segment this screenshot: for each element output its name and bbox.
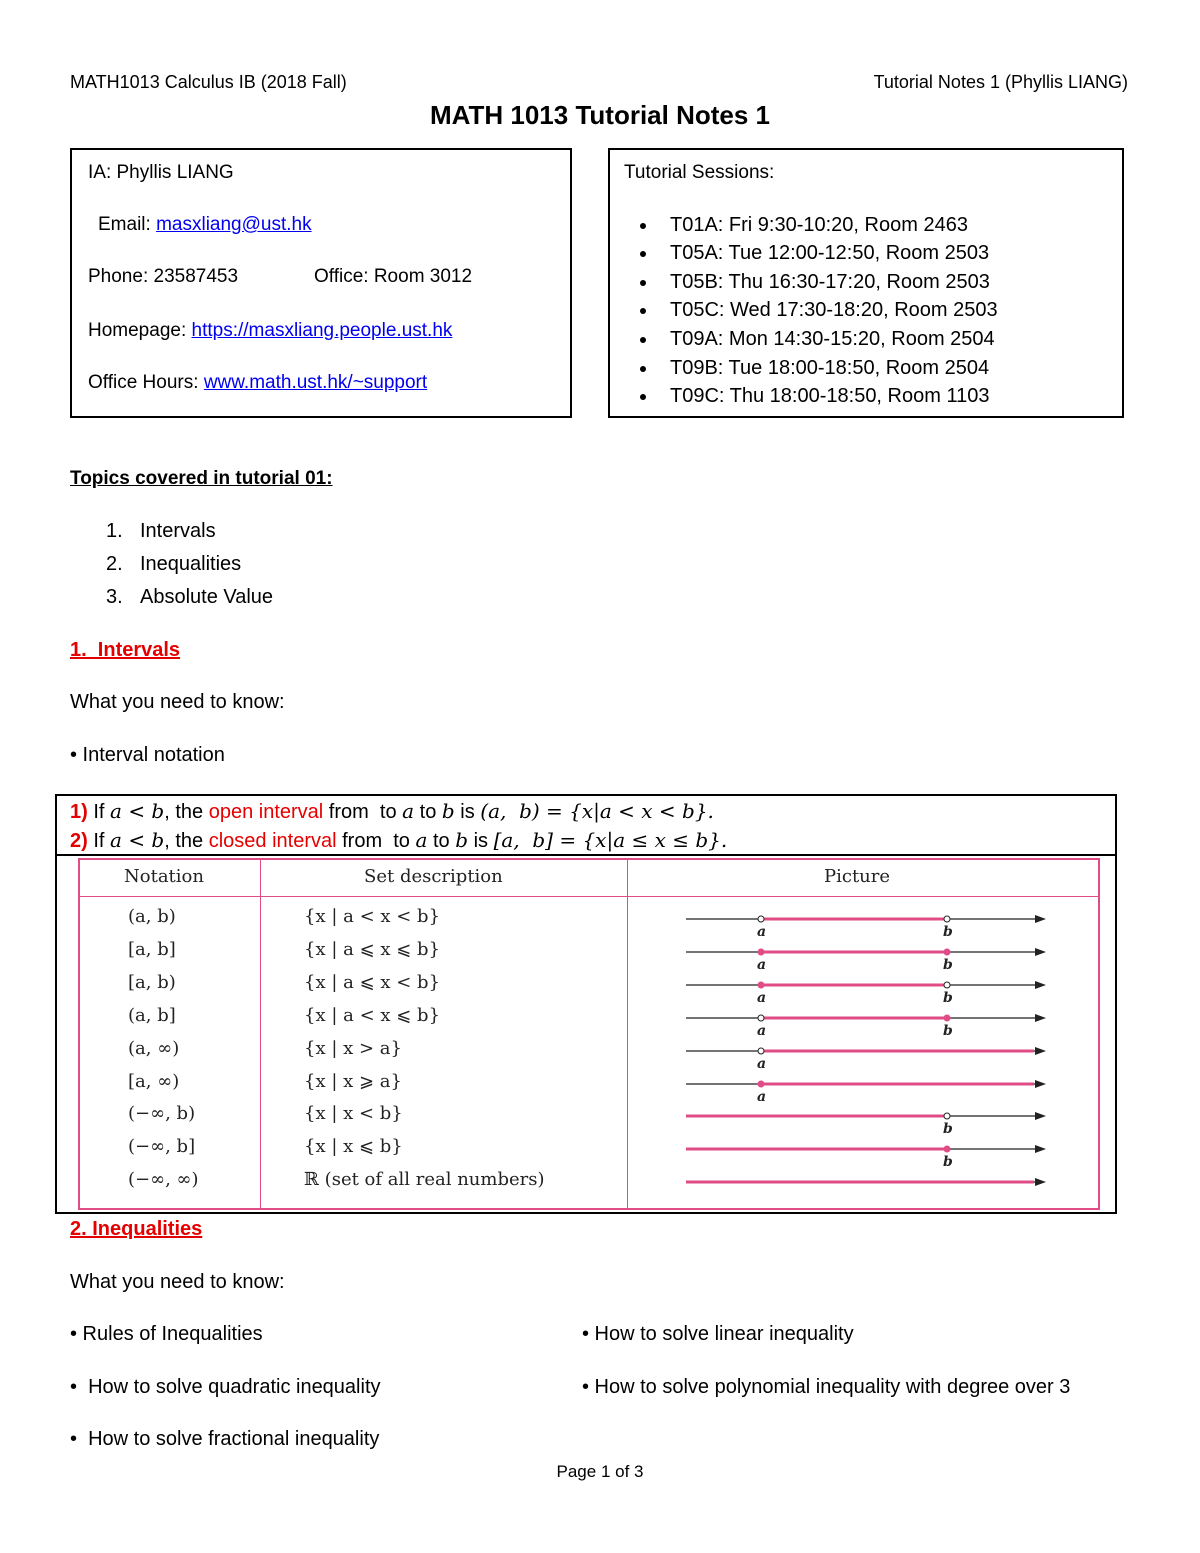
number-line-picture bbox=[676, 974, 1056, 1004]
interval-notation: (−∞, b] bbox=[128, 1136, 196, 1158]
closed-endpoint bbox=[944, 1015, 950, 1021]
ia-name: IA: Phyllis LIANG bbox=[88, 162, 234, 183]
endpoint-label: b bbox=[943, 989, 953, 1004]
bullet-icon bbox=[640, 337, 646, 343]
endpoint-label: b bbox=[943, 1154, 953, 1169]
interval-notation: (a, ∞) bbox=[128, 1037, 180, 1059]
bullet-rules: • Rules of Inequalities bbox=[70, 1323, 263, 1345]
open-interval-term: open interval bbox=[208, 801, 324, 823]
interval-set-description: {x | x ⩾ a} bbox=[304, 1070, 402, 1092]
bullet-fractional: • How to solve fractional inequality bbox=[70, 1428, 380, 1450]
homepage-link[interactable]: https://masxliang.people.ust.hk bbox=[191, 320, 453, 341]
email-row bbox=[98, 214, 312, 236]
bullet-icon bbox=[640, 280, 646, 286]
number-line-picture bbox=[676, 1073, 1056, 1103]
topic-number: 2. bbox=[106, 553, 123, 575]
bullet-polynomial: • How to solve polynomial inequality with degree over 3 bbox=[582, 1376, 1071, 1398]
office: Office: Room 3012 bbox=[314, 266, 473, 287]
open-endpoint bbox=[758, 1048, 764, 1054]
email-label: Email: bbox=[98, 214, 157, 235]
open-endpoint bbox=[944, 1113, 950, 1119]
topics-heading: Topics covered in tutorial 01: bbox=[70, 468, 333, 489]
session-item: T05B: Thu 16:30-17:20, Room 2503 bbox=[640, 271, 990, 294]
endpoint-label: b bbox=[943, 1121, 953, 1136]
open-endpoint bbox=[944, 916, 950, 922]
endpoint-label: b bbox=[943, 956, 953, 971]
column-header-set: Set description bbox=[364, 866, 503, 887]
interval-notation: [a, b) bbox=[128, 971, 176, 993]
interval-set-description: {x | a < x < b} bbox=[304, 906, 441, 927]
closed-endpoint bbox=[944, 1146, 950, 1152]
interval-set-description: {x | a ⩽ x ⩽ b} bbox=[304, 938, 441, 960]
page-title: MATH 1013 Tutorial Notes 1 bbox=[430, 100, 770, 130]
page-number: Page 1 of 3 bbox=[556, 1462, 644, 1481]
arrow-right-icon bbox=[1035, 915, 1046, 923]
topic-item: Intervals bbox=[140, 520, 216, 542]
column-header-picture: Picture bbox=[824, 866, 891, 887]
number-line-picture bbox=[676, 1007, 1056, 1037]
number-line-picture bbox=[676, 1138, 1056, 1168]
number-line-picture bbox=[676, 1040, 1056, 1070]
arrow-right-icon bbox=[1035, 981, 1046, 989]
bullet-icon bbox=[640, 308, 646, 314]
session-item: T09A: Mon 14:30-15:20, Room 2504 bbox=[640, 328, 995, 351]
endpoint-label: a bbox=[757, 1022, 767, 1037]
interval-notation: (a, b] bbox=[128, 1004, 176, 1026]
closed-endpoint bbox=[944, 949, 950, 955]
phone: Phone: 23587453 bbox=[88, 266, 239, 287]
office-hours-row bbox=[88, 372, 427, 394]
session-item: T05A: Tue 12:00-12:50, Room 2503 bbox=[640, 242, 989, 265]
header-notes: Tutorial Notes 1 (Phyllis LIANG) bbox=[873, 72, 1128, 92]
header-course: MATH1013 Calculus IB (2018 Fall) bbox=[70, 72, 347, 92]
column-header-notation: Notation bbox=[124, 866, 204, 887]
section-heading-intervals: 1. Intervals bbox=[70, 639, 181, 661]
topic-item: Inequalities bbox=[140, 553, 242, 575]
topic-number: 1. bbox=[106, 520, 123, 542]
topic-item: Absolute Value bbox=[140, 586, 274, 608]
homepage-label: Homepage: bbox=[88, 320, 192, 341]
interval-set-description: {x | x > a} bbox=[304, 1037, 402, 1059]
table-header-divider bbox=[80, 896, 1098, 897]
closed-endpoint bbox=[758, 1081, 764, 1087]
open-endpoint bbox=[758, 1015, 764, 1021]
section-heading-inequalities: 2. Inequalities bbox=[70, 1218, 203, 1240]
interval-notation: (−∞, ∞) bbox=[128, 1169, 199, 1191]
number-line-picture bbox=[676, 1171, 1056, 1201]
interval-notation: [a, ∞) bbox=[128, 1070, 180, 1092]
section-know: What you need to know: bbox=[70, 1271, 285, 1293]
closed-interval-term: closed interval bbox=[208, 830, 337, 852]
interval-set-description: {x | a ⩽ x < b} bbox=[304, 971, 441, 993]
arrow-right-icon bbox=[1035, 948, 1046, 956]
arrow-right-icon bbox=[1035, 1080, 1046, 1088]
interval-set-description: ℝ (set of all real numbers) bbox=[304, 1169, 545, 1191]
bullet-interval-notation: • Interval notation bbox=[70, 744, 225, 766]
bullet-icon bbox=[640, 223, 646, 229]
arrow-right-icon bbox=[1035, 1047, 1046, 1055]
number-line-picture bbox=[676, 908, 1056, 938]
section-know: What you need to know: bbox=[70, 691, 285, 713]
ia-info-box bbox=[70, 148, 572, 418]
arrow-right-icon bbox=[1035, 1112, 1046, 1120]
bullet-linear: • How to solve linear inequality bbox=[582, 1323, 854, 1345]
closed-endpoint bbox=[758, 982, 764, 988]
number-line-picture bbox=[676, 1105, 1056, 1135]
session-item: T01A: Fri 9:30-10:20, Room 2463 bbox=[640, 214, 968, 237]
endpoint-label: a bbox=[757, 1055, 767, 1070]
arrow-right-icon bbox=[1035, 1014, 1046, 1022]
open-endpoint bbox=[944, 982, 950, 988]
interval-set-description: {x | x ⩽ b} bbox=[304, 1136, 403, 1158]
closed-interval-definition: 2) If a < b, the closed interval from to a to b is [a, b] = {x|a ≤ x ≤ b}. bbox=[70, 828, 728, 852]
open-endpoint bbox=[758, 916, 764, 922]
open-interval-definition: 1) If a < b, the open interval from to a to b is (a, b) = {x|a < x < b}. bbox=[70, 799, 714, 823]
endpoint-label: b bbox=[943, 924, 953, 938]
interval-set-description: {x | a < x ⩽ b} bbox=[304, 1004, 441, 1026]
table-column-divider bbox=[260, 860, 261, 1208]
endpoint-label: a bbox=[757, 989, 767, 1004]
topic-number: 3. bbox=[106, 586, 123, 608]
session-item: T09B: Tue 18:00-18:50, Room 2504 bbox=[640, 357, 989, 380]
endpoint-label: a bbox=[757, 956, 767, 971]
bullet-quadratic: • How to solve quadratic inequality bbox=[70, 1376, 381, 1398]
bullet-icon bbox=[640, 251, 646, 257]
table-column-divider bbox=[627, 860, 628, 1208]
endpoint-label: a bbox=[757, 1088, 767, 1103]
homepage-row bbox=[88, 320, 452, 342]
definition-divider bbox=[57, 854, 1115, 856]
endpoint-label: a bbox=[757, 924, 767, 938]
endpoint-label: b bbox=[943, 1022, 953, 1037]
interval-set-description: {x | x < b} bbox=[304, 1103, 403, 1125]
office-hours-link[interactable]: www.math.ust.hk/~support bbox=[203, 372, 428, 393]
interval-notation: [a, b] bbox=[128, 938, 176, 960]
bullet-icon bbox=[640, 366, 646, 372]
interval-notation: (−∞, b) bbox=[128, 1103, 196, 1125]
number-line-picture bbox=[676, 941, 1056, 971]
interval-notation: (a, b) bbox=[128, 906, 176, 927]
closed-endpoint bbox=[758, 949, 764, 955]
sessions-heading: Tutorial Sessions: bbox=[624, 162, 775, 183]
session-item: T05C: Wed 17:30-18:20, Room 2503 bbox=[640, 299, 998, 322]
office-hours-label: Office Hours: bbox=[88, 372, 204, 393]
bullet-icon bbox=[640, 394, 646, 400]
email-link[interactable]: masxliang@ust.hk bbox=[156, 214, 312, 235]
session-item: T09C: Thu 18:00-18:50, Room 1103 bbox=[640, 385, 989, 408]
arrow-right-icon bbox=[1035, 1178, 1046, 1186]
arrow-right-icon bbox=[1035, 1145, 1046, 1153]
tutorial-sessions-box bbox=[608, 148, 1124, 418]
